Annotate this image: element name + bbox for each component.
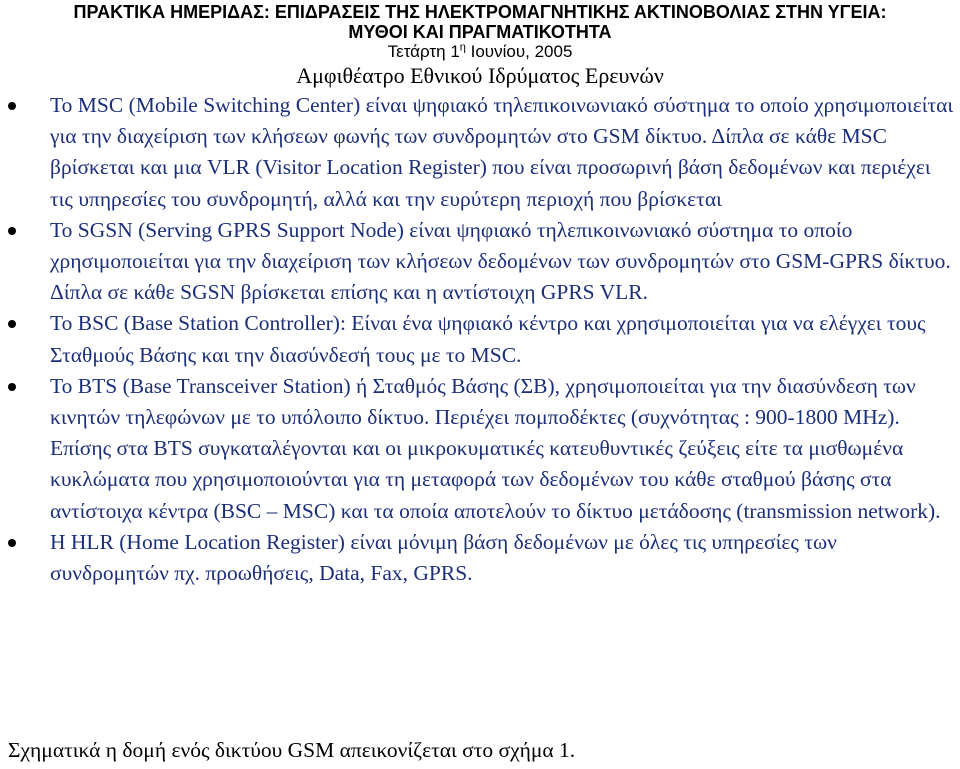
list-item-msc: [0, 90, 960, 215]
event-date: [0, 42, 960, 62]
bullet-icon: [8, 227, 16, 235]
list-item-text: Το BSC (Base Station Controller): Είναι ένα ψηφιακό κέντρο και χρησιμοποιείται για να ελέγχει τους Σταθμούς Βάσης και την διασύνδεσή τους με το MSC.: [50, 311, 926, 367]
list-item-text: Το MSC (Mobile Switching Center) είναι ψηφιακό τηλεπικοινωνιακό σύστημα το οποίο χρησιμοποιείται για την διαχείριση των κλήσεων φωνής των συνδρομητών στο GSM δίκτυο. Δίπλα σε κάθε MSC βρίσκεται και μια VLR (Visitor Location Register) που είναι προσωρινή βάση δεδομένων και περιέχει τις υπηρεσίες του συνδρομητή, αλλά και την ευρύτερη περιοχή που βρίσκεται: [50, 93, 954, 211]
component-list: [0, 90, 960, 589]
list-item-sgsn: [0, 215, 960, 309]
list-item-bsc: [0, 308, 960, 370]
date-superscript: η: [459, 41, 466, 54]
figure-reference: Σχηματικά η δομή ενός δικτύου GSM απεικονίζεται στο σχήμα 1.: [8, 738, 576, 762]
bullet-icon: [8, 539, 16, 547]
list-item-text: Η HLR (Home Location Register) είναι μόνιμη βάση δεδομένων με όλες τις υπηρεσίες των συνδρομητών πχ. προωθήσεις, Data, Fax, GPRS.: [50, 529, 837, 586]
bullet-icon: [8, 102, 16, 110]
bullet-icon: [8, 320, 16, 328]
proceedings-title-line-2: ΜΥΘΟΙ ΚΑΙ ΠΡΑΓΜΑΤΙΚΟΤΗΤΑ: [348, 22, 612, 42]
list-item-text: Το SGSN (Serving GPRS Support Node) είναι ψηφιακό τηλεπικοινωνιακό σύστημα το οποίο χρησιμοποιείται για την διαχείριση των κλήσεων δεδομένων των συνδρομητών στο GSM-GPRS δίκτυο. Δίπλα σε κάθε SGSN βρίσκεται επίσης και η αντίστοιχη GPRS VLR.: [50, 217, 951, 305]
list-item-text: Το BTS (Base Transceiver Station) ή Σταθμός Βάσης (ΣΒ), χρησιμοποιείται για την διασύνδεση των κινητών τηλεφώνων με το υπόλοιπο δίκτυο. Περιέχει πομποδέκτες (συχνότητας : 900-1800 MHz). Επίσης στα BTS συγκαταλέγονται και οι μικροκυματικές κατευθυντικές ζεύξεις είτε τα μισθωμένα κυκλώματα που χρησιμοποιούνται για τη μεταφορά των δεδομένων του κάθε σταθμού βάσης στα αντίστοιχα κέντρα (BSC – MSC) και τα οποία αποτελούν το δίκτυο μετάδοσης (transmission network).: [50, 373, 941, 523]
date-day: Τετάρτη 1: [387, 42, 460, 61]
bullet-icon: [8, 383, 16, 391]
list-item-hlr: [0, 527, 960, 589]
list-item-bts: [0, 371, 960, 527]
event-venue: Αμφιθέατρο Εθνικού Ιδρύματος Ερευνών: [296, 63, 664, 88]
proceedings-title-line-1: ΠΡΑΚΤΙΚΑ ΗΜΕΡΙΔΑΣ: ΕΠΙΔΡΑΣΕΙΣ ΤΗΣ ΗΛΕΚΤΡΟΜΑΓΝΗΤΙΚΗΣ ΑΚΤΙΝΟΒΟΛΙΑΣ ΣΤΗΝ ΥΓΕΙΑ:: [73, 2, 887, 22]
date-rest: Ιουνίου, 2005: [465, 42, 573, 61]
